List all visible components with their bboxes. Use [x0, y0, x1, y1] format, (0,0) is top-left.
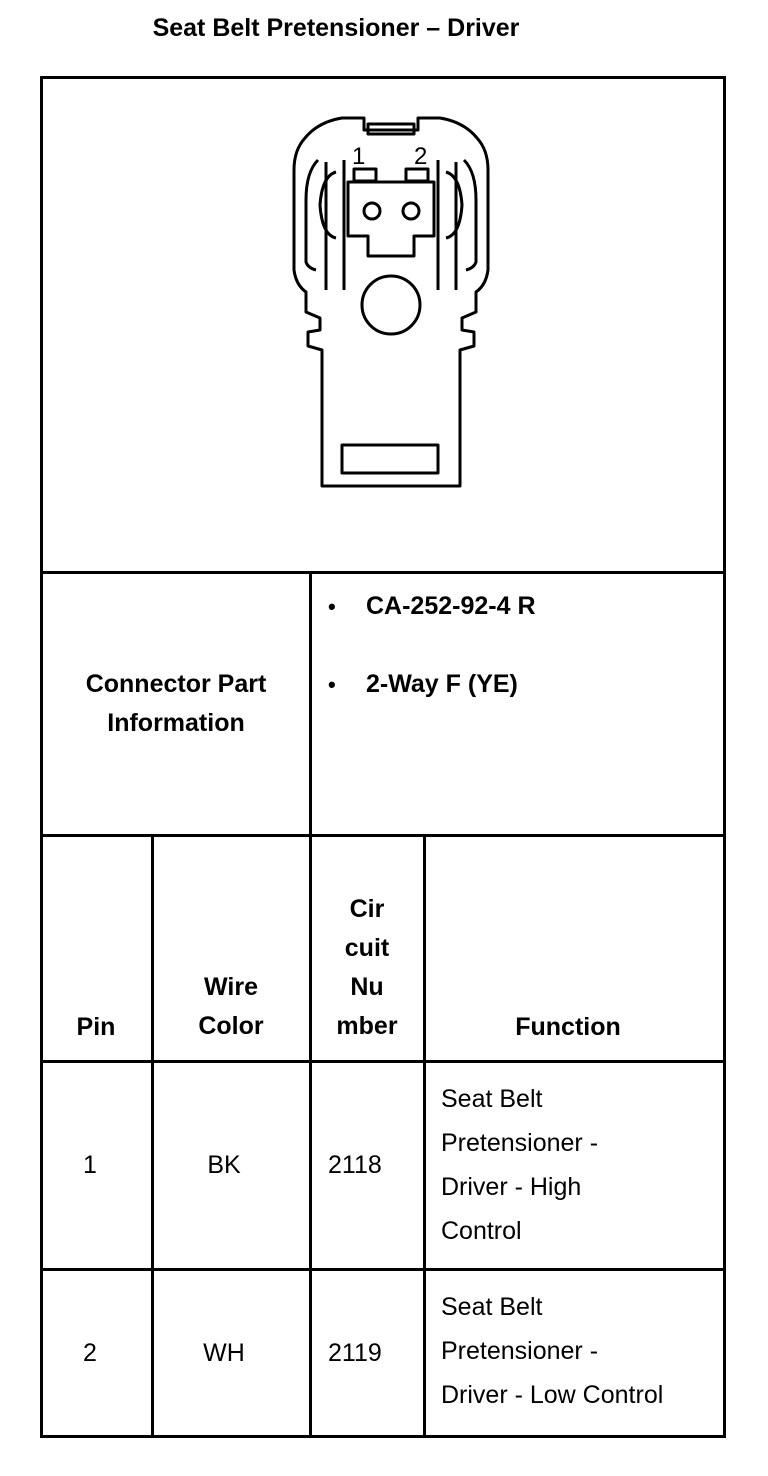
- header-function: Function: [515, 1013, 621, 1041]
- pin-1-label: 1: [352, 143, 366, 170]
- header-circuit-number: Cir cuit Nu mber: [336, 895, 398, 1040]
- pin-2-label: 2: [414, 143, 428, 170]
- connector-part-info-label: [42, 572, 310, 836]
- circuit-cell: 2118: [328, 1151, 382, 1179]
- connector-type-text: 2-Way F (YE): [366, 670, 518, 698]
- page-title: Seat Belt Pretensioner – Driver: [152, 14, 520, 42]
- header-pin: Pin: [76, 1013, 116, 1041]
- connector-part-number-text: CA-252-92-4 R: [366, 592, 536, 620]
- wire-color-cell: BK: [207, 1151, 241, 1179]
- function-cell: Seat Belt Pretensioner - Driver - Low Control: [441, 1293, 664, 1409]
- connector-diagram: [0, 0, 768, 570]
- wire-color-cell: WH: [203, 1338, 245, 1367]
- pin-cell: 2: [83, 1338, 97, 1367]
- circuit-cell: 2119: [328, 1338, 382, 1367]
- connector-part-number: [328, 592, 536, 621]
- bullet-icon: •: [328, 593, 336, 619]
- function-cell: Seat Belt Pretensioner - Driver - High Control: [441, 1085, 599, 1245]
- connector-label-line1: Connector Part: [85, 670, 267, 698]
- bullet-icon: •: [328, 671, 336, 697]
- header-wire-color: Wire Color: [198, 973, 264, 1040]
- pin-cell: 1: [83, 1151, 97, 1179]
- connector-outline: [294, 118, 488, 486]
- connector-label-line2: Information: [107, 709, 245, 737]
- connector-type: [328, 670, 518, 699]
